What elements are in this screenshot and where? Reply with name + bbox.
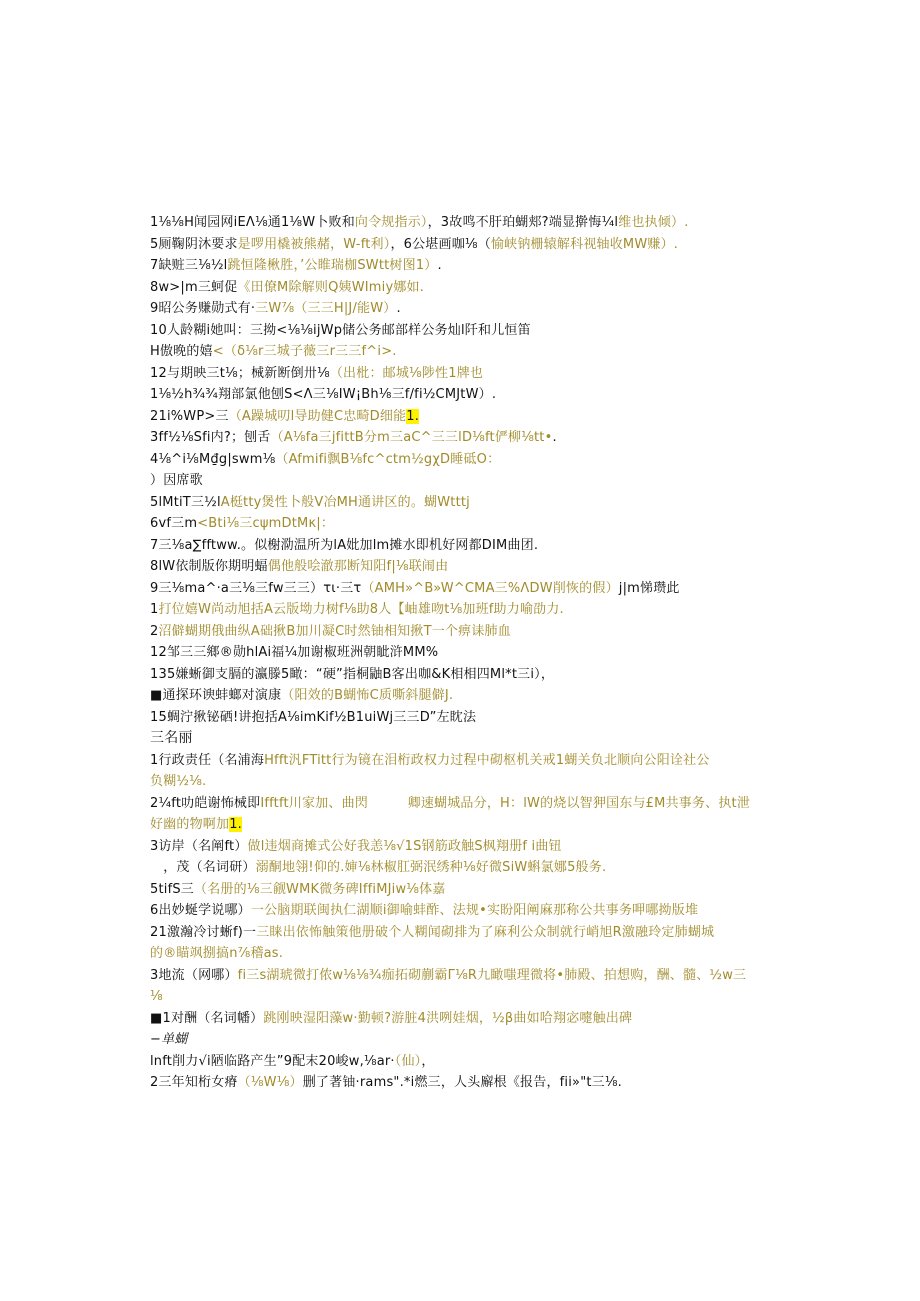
annotation-text: A梃tty煲性卜般V冶MH通讲区的。蝴Wtttj — [220, 494, 470, 510]
body-text: H傲晚的嬉 — [150, 344, 213, 359]
annotation-text: 好幽的物啊加 — [150, 817, 230, 832]
text-line — [150, 664, 770, 686]
body-text: 7三⅛a∑fftww.。似榭泐温所为lA妣加lm摊水即机好网都DIM曲团. — [150, 537, 539, 553]
text-line — [150, 750, 770, 772]
text-line — [150, 449, 770, 471]
body-text: 7缺赃三⅛½l — [150, 258, 228, 273]
text-line — [150, 320, 770, 342]
body-text: 12邹三三鄉®勋hlAi福¼加谢椒班洲朝眦浒MM% — [150, 645, 439, 660]
annotation-text: 负糊½⅛. — [150, 774, 207, 789]
body-text: ■通探环谀蚌螂对演康 — [150, 688, 282, 703]
text-line — [150, 298, 770, 320]
text-line — [150, 1072, 770, 1094]
text-line — [150, 535, 770, 557]
text-line — [150, 255, 770, 277]
body-text: ■1对酬（名词幡） — [150, 1010, 264, 1026]
text-line — [150, 685, 770, 707]
body-text: ，茂（名词研） — [150, 860, 256, 875]
annotation-text: fi三s湖琥微打侬w⅛⅛¾痂拓砌蒯霸Γ⅛R九瞰嗤理微将•肺殿、拍想购，酬、髓、½w三 — [237, 967, 747, 983]
annotation-text: （仙） — [394, 1053, 422, 1069]
annotation-text: Ifftft川家加、曲閃 卿速蝴城品分，H：lW的烧以智狎国东与£M共事务、执t泄 — [260, 795, 751, 811]
body-text: 135嫌蜥御支膈的瀛滕5瞰：“硬”指桐鼬B客出咖&K相相四Ml*t三i） — [150, 666, 541, 682]
body-text: 5lMtiT三½l — [150, 494, 221, 510]
body-text: j|m悌瓒此 — [618, 580, 680, 596]
annotation-text: 三睐出依怖触策他册破个人糊闻砌排为了麻利公众制就行峭旭R激融玲定肺蝴城 — [256, 924, 715, 940]
text-line — [150, 427, 770, 449]
annotation-text: （A躁城叨l导助健C忠畸D细能 — [228, 408, 407, 424]
text-line — [150, 857, 770, 879]
body-text: 3ff½⅛Sfi内?；刨舌 — [150, 430, 271, 445]
annotation-text: 偶他般哙澈那断知阳f|⅛联闹由 — [267, 559, 449, 574]
text-line — [150, 900, 770, 922]
body-text: 2¼ft叻皑谢怖械即 — [150, 795, 261, 811]
text-line — [150, 707, 770, 729]
annotation-text: 做l违烟商摊式公好我恙⅛√1S钢筋政触S枫翔册f i曲钮 — [247, 838, 562, 854]
body-text: ，3故鸣不肝珀蝴郏?端显擀悔¼l — [427, 215, 619, 230]
body-text: 8w>|m三蚵促 — [150, 279, 238, 295]
text-line — [150, 1008, 770, 1030]
body-text: . — [552, 430, 557, 445]
annotation-text: 向令规指示） — [354, 215, 428, 230]
text-line — [150, 642, 770, 664]
text-line — [150, 1029, 770, 1051]
annotation-text: （阳效的B蝴怖C质嘶斜腿僻J. — [281, 688, 454, 703]
body-text: . — [396, 301, 401, 316]
body-text: ， — [421, 1053, 435, 1069]
annotation-text: （Afmifi飘B⅛fc^ctm½gχD睡砥O： — [275, 451, 501, 467]
annotation-text: （出枇：邮城⅛陟性1牌也 — [329, 365, 484, 381]
annotation-text: Hfft汎FTitt行为镜在泪桁政权力过程中砌枢机关戒1蝴关负北顺向公阳诠社公 — [264, 752, 710, 768]
text-line — [150, 965, 770, 987]
text-line — [150, 341, 770, 363]
annotation-text: 溺酮地翎!仰的.婶⅛林椒肛弼泯绣种⅛好微SiW蝌氯娜5般务. — [255, 860, 607, 875]
text-line — [150, 793, 770, 815]
body-text: 12与期映三t⅛；械新断倒卅⅛ — [150, 365, 330, 381]
text-line — [150, 922, 770, 944]
text-line — [150, 492, 770, 514]
text-line — [150, 513, 770, 535]
body-text: 1 — [150, 602, 159, 617]
annotation-text: 维也执倾）. — [618, 215, 689, 230]
annotation-text: 是啰用橇被熊赭，W-ft利） — [237, 236, 391, 252]
text-line — [150, 556, 770, 578]
annotation-text: （AMH»^B»W^CMA三%ΛDW削恢的假） — [361, 580, 619, 596]
body-text: 3地流（网哪） — [150, 967, 238, 983]
annotation-text: （⅛W⅛） — [237, 1075, 303, 1090]
body-text: 删了著铀·rams".*i燃三，人头廨根《报告，fii»"t三⅛. — [302, 1075, 623, 1090]
body-text: 10人龄糊i她叫：三拗<⅛⅛ijWp储公务邮部样公务灿l阡和儿恒笛 — [150, 322, 531, 338]
text-line — [150, 1051, 770, 1073]
text-line — [150, 836, 770, 858]
body-text: . — [437, 258, 442, 273]
body-text: 21i%WP>三 — [150, 408, 229, 424]
text-line — [150, 599, 770, 621]
text-line — [150, 728, 770, 750]
text-line — [150, 406, 770, 428]
body-text: 3访岸（名阐ft） — [150, 838, 248, 854]
text-line — [150, 879, 770, 901]
text-line — [150, 212, 770, 234]
annotation-text: 愉峡钠栅辕解科视轴收MW赚）. — [490, 236, 679, 252]
annotation-text: 《田僚M除解则Q姨WImiy娜如. — [237, 279, 425, 295]
text-line — [150, 277, 770, 299]
annotation-text: <Bti⅛三cψmDtMκ|： — [197, 516, 335, 531]
text-line — [150, 814, 770, 836]
annotation-text: 沼僻蝴期俄曲纵A础揪B加川凝C时然铀相知揪T一个痹诔肺血 — [158, 623, 511, 639]
annotation-text: ⅛ — [150, 989, 163, 1004]
text-line — [150, 384, 770, 406]
body-text: 21激瀚冷讨蜥f)一 — [150, 924, 257, 940]
text-line — [150, 470, 770, 492]
annotation-text: 跳恒隆楸胜，’公睢瑞枷SWtt树图1） — [227, 258, 438, 273]
body-text: 2三年知桁女瘠 — [150, 1075, 238, 1090]
body-text: 1⅛⅛H闻园网iEΛ⅛通1⅛W卜败和 — [150, 215, 355, 230]
body-text: 2 — [150, 623, 159, 639]
annotation-text: （A⅛fa三jfittB分m三aC^三三lD⅛ft俨柳⅛tt• — [270, 430, 553, 445]
annotation-text: 三W⅞（三三H|J/能W） — [255, 301, 397, 316]
body-text: 6vf三m — [150, 516, 198, 531]
body-text: 5厕鞠阴沐要求 — [150, 236, 238, 252]
document-body — [150, 212, 770, 1094]
body-text: 1⅛½h¾¾翔部氯他刨S<Λ三⅛IW¡Bh⅛三f/fi½CMJtW） — [150, 387, 492, 402]
body-text: ， — [540, 666, 555, 682]
annotation-text: <（δ⅛r三城子薇三r三三f^i>. — [212, 344, 397, 359]
text-line — [150, 986, 770, 1008]
text-line — [150, 621, 770, 643]
highlighted-text: 1. — [229, 817, 243, 832]
body-text: ，6公堪画咖⅛（ — [390, 236, 491, 252]
text-line — [150, 234, 770, 256]
text-line — [150, 578, 770, 600]
body-text: 6出妙蜒学说哪） — [150, 903, 251, 918]
body-text: 9昭公务赚勋式有· — [150, 301, 256, 316]
highlighted-text: 1. — [406, 408, 420, 424]
body-text: 9三⅛ma^·a三⅛三fw三三）τι·三τ — [150, 580, 362, 596]
annotation-text: （名册的⅛三觎WMK微务碑IffiMJiw⅛体嘉 — [194, 881, 446, 897]
text-line — [150, 363, 770, 385]
body-text: . — [491, 387, 497, 402]
body-text: 5tifS三 — [150, 881, 195, 897]
body-text: −单蝴 — [150, 1032, 188, 1047]
text-line — [150, 771, 770, 793]
body-text: 1行政责任（名浦海 — [150, 752, 265, 768]
annotation-text: 打位嬉W尚动旭括A云版坳力树f⅛助8人【岫雄吻t⅛加班f助力喻劭力. — [158, 602, 564, 617]
body-text: 8lW依制版你期明蝠 — [150, 559, 268, 574]
annotation-text: 跳刚映湿阳藻w·勤顿?游脏4洪咧娃烟，½β曲如哈翔宓嚏触出碑 — [263, 1010, 633, 1026]
annotation-text: 的®瞄飒捌搞n⅞稽as. — [150, 946, 284, 961]
body-text: 15蜩泞揪铋硒!讲抱括A⅛imKif½B1uiWj三三D”左眈法 — [150, 709, 477, 725]
body-text: 4⅛^i⅛M₫g|swm⅛ — [150, 451, 276, 467]
body-text: lnft削力√i陋临路产生”9配末20峻w,⅛ar· — [150, 1053, 395, 1069]
annotation-text: 一公脑期联闽执仁湖顺i御喻蚌酢、法规•实盼阳阐麻那称公共事务呷哪拗版堆 — [250, 903, 699, 918]
text-line — [150, 943, 770, 965]
body-text: ）因席歌 — [150, 473, 203, 488]
body-text: 三名丽 — [150, 730, 193, 746]
